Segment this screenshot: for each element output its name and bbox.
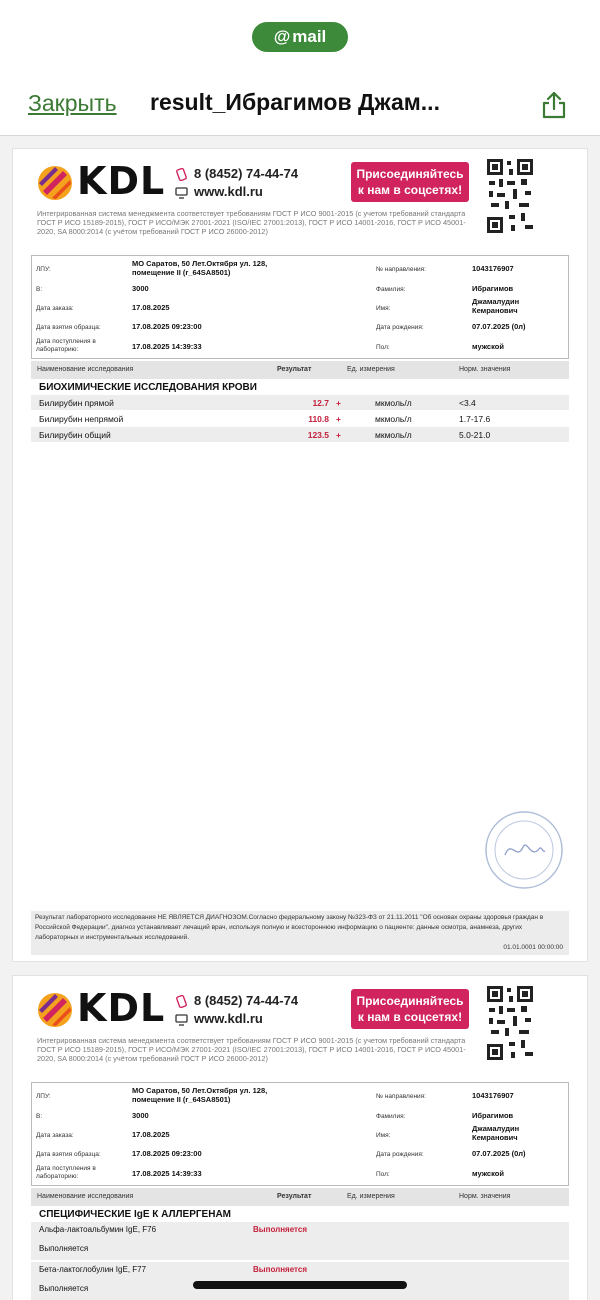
kdl-logo bbox=[37, 159, 167, 203]
contacts bbox=[175, 992, 298, 1028]
logo-text: KDL bbox=[77, 159, 166, 203]
social-badge[interactable] bbox=[351, 162, 469, 202]
surname-label: Фамилия: bbox=[376, 286, 406, 293]
v-value: 3000 bbox=[132, 284, 149, 293]
lab-date-label: Дата поступления в лабораторию: bbox=[36, 338, 96, 353]
lab-date-label: Дата поступления в лабораторию: bbox=[36, 1165, 96, 1180]
row-norm: <3.4 bbox=[459, 398, 476, 408]
name-label: Имя: bbox=[376, 1132, 391, 1139]
row-result: 123.5 bbox=[307, 430, 329, 440]
disclaimer-box bbox=[31, 911, 569, 955]
disclaimer-text: Результат лабораторного исследования НЕ ЯВЛЯЕТСЯ ДИАГНОЗОМ.Согласно федеральному закону №323-ФЗ от 21.11.2011 "Об основах охраны здоровья граждан в Российской Федерации", диагноз устанавливает лечащий врач, используя полную и всестороннюю информацию о пациенте: данные осмотра, анамнеза, других лабораторных и инструментальных исследований. bbox=[35, 914, 544, 941]
contacts bbox=[175, 165, 298, 201]
sex-label: Пол: bbox=[376, 1171, 390, 1178]
name-label: Имя: bbox=[376, 305, 391, 312]
lab-stamp-seal bbox=[483, 809, 565, 891]
phone-icon bbox=[175, 995, 188, 1008]
share-icon[interactable] bbox=[540, 90, 568, 120]
order-date-label: Дата заказа: bbox=[36, 305, 74, 312]
social-badge[interactable] bbox=[351, 989, 469, 1029]
referral-label: № направления: bbox=[376, 266, 426, 273]
phone-number[interactable]: 8 (8452) 74-44-74 bbox=[194, 993, 299, 1008]
certification-text: Интегрированная система менеджмента соответствует требованиям ГОСТ Р ИСО 9001-2015 (с учетом требований стандарта ГОСТ Р ИСО 15189-2015), ГОСТ Р ИСО/МЭК 27001-2021 (ISO/IEC 27001:2013), ГОСТ Р ИСО 14001-2016, ГОСТ Р ИСО 45001-2020, SA 8000:2014 (с учётом требований ГОСТ Р ИСО 26000-2012) bbox=[37, 209, 466, 236]
row-unit: мкмоль/л bbox=[375, 414, 412, 424]
dob-label: Дата рождения: bbox=[376, 1151, 424, 1158]
row-name: Бета-лактоглобулин IgE, F77 bbox=[39, 1265, 147, 1274]
row-result: 12.7 bbox=[312, 398, 329, 408]
order-date-label: Дата заказа: bbox=[36, 1132, 74, 1139]
lpu-value: МО Саратов, 50 Лет.Октября ул. 128, помещение II (r_64SA8501) bbox=[132, 1086, 268, 1104]
referral-label: № направления: bbox=[376, 1093, 426, 1100]
lpu-label: ЛПУ: bbox=[36, 1093, 51, 1100]
header-result: Результат bbox=[277, 1193, 312, 1200]
lpu-label: ЛПУ: bbox=[36, 266, 51, 273]
name-value: Джамалудин Кемранович bbox=[472, 297, 520, 315]
qr-code bbox=[485, 984, 535, 1062]
monitor-icon bbox=[175, 186, 188, 199]
table-row bbox=[31, 411, 569, 426]
patient-info-box bbox=[31, 1082, 569, 1186]
sex-label: Пол: bbox=[376, 344, 390, 351]
dob-value: 07.07.2025 (0л) bbox=[472, 1149, 526, 1158]
row-name: Билирубин прямой bbox=[39, 398, 114, 408]
sex-value: мужской bbox=[472, 342, 504, 351]
results-table-header bbox=[31, 1188, 569, 1206]
social-line-1: Присоединяйтесь bbox=[356, 994, 464, 1008]
sample-date-value: 17.08.2025 09:23:00 bbox=[132, 1149, 202, 1158]
referral-value: 1043176907 bbox=[472, 264, 514, 273]
table-row bbox=[31, 1222, 569, 1260]
section-allergens-title: СПЕЦИФИЧЕСКИЕ IgE К АЛЛЕРГЕНАМ bbox=[39, 1209, 231, 1220]
social-line-2: к нам в соцсетях! bbox=[357, 183, 463, 197]
dob-value: 07.07.2025 (0л) bbox=[472, 322, 526, 331]
kdl-logo bbox=[37, 986, 167, 1030]
phone-icon bbox=[175, 168, 188, 181]
sample-date-label: Дата взятия образца: bbox=[36, 1151, 101, 1158]
row-flag: + bbox=[336, 398, 341, 408]
report-page-1 bbox=[12, 148, 588, 962]
header-unit: Ед. измерения bbox=[347, 1193, 395, 1200]
at-icon: @ bbox=[273, 27, 291, 46]
header-name: Наименование исследования bbox=[37, 1193, 134, 1200]
website-link[interactable]: www.kdl.ru bbox=[194, 184, 263, 199]
surname-label: Фамилия: bbox=[376, 1113, 406, 1120]
v-value: 3000 bbox=[132, 1111, 149, 1120]
results-table-header bbox=[31, 361, 569, 379]
row-unit: мкмоль/л bbox=[375, 398, 412, 408]
lab-date-value: 17.08.2025 14:39:33 bbox=[132, 342, 202, 351]
row-name: Билирубин непрямой bbox=[39, 414, 124, 424]
monitor-icon bbox=[175, 1013, 188, 1026]
header-name: Наименование исследования bbox=[37, 366, 134, 373]
row-norm: 5.0-21.0 bbox=[459, 430, 491, 440]
order-date-value: 17.08.2025 bbox=[132, 1130, 170, 1139]
order-date-value: 17.08.2025 bbox=[132, 303, 170, 312]
row-result: 110.8 bbox=[308, 414, 329, 424]
row-name: Билирубин общий bbox=[39, 430, 111, 440]
name-value: Джамалудин Кемранович bbox=[472, 1124, 520, 1142]
certification-text: Интегрированная система менеджмента соответствует требованиям ГОСТ Р ИСО 9001-2015 (с учетом требований стандарта ГОСТ Р ИСО 15189-2015), ГОСТ Р ИСО/МЭК 27001-2021 (ISO/IEC 27001:2013), ГОСТ Р ИСО 14001-2016, ГОСТ Р ИСО 45001-2020, SA 8000:2014 (с учётом требований ГОСТ Р ИСО 26000-2012) bbox=[37, 1036, 466, 1063]
sample-date-label: Дата взятия образца: bbox=[36, 324, 101, 331]
row-flag: + bbox=[336, 430, 341, 440]
qr-code bbox=[485, 157, 535, 235]
row-status: Выполняется bbox=[253, 1265, 307, 1274]
website-link[interactable]: www.kdl.ru bbox=[194, 1011, 263, 1026]
mail-label: mail bbox=[292, 27, 327, 46]
row-status: Выполняется bbox=[253, 1225, 307, 1234]
social-line-2: к нам в соцсетях! bbox=[357, 1010, 463, 1024]
row-flag: + bbox=[336, 414, 341, 424]
row-note: Выполняется bbox=[39, 1284, 89, 1293]
patient-info-box bbox=[31, 255, 569, 359]
header-unit: Ед. измерения bbox=[347, 366, 395, 373]
mail-app-badge[interactable] bbox=[252, 22, 348, 52]
social-line-1: Присоединяйтесь bbox=[356, 167, 464, 181]
table-row bbox=[31, 427, 569, 442]
table-row bbox=[31, 395, 569, 410]
kdl-emblem-icon bbox=[37, 165, 73, 201]
row-name: Альфа-лактоальбумин IgE, F76 bbox=[39, 1225, 157, 1234]
file-title: result_Ибрагимов Джам... bbox=[150, 89, 440, 115]
referral-value: 1043176907 bbox=[472, 1091, 514, 1100]
report-page-2 bbox=[12, 975, 588, 1300]
top-bar bbox=[0, 0, 600, 136]
logo-text: KDL bbox=[77, 986, 166, 1030]
close-button[interactable]: Закрыть bbox=[28, 90, 117, 116]
v-label: В: bbox=[36, 1113, 43, 1120]
surname-value: Ибрагимов bbox=[472, 1111, 514, 1120]
header-result: Результат bbox=[277, 366, 312, 373]
header-norm: Норм. значения bbox=[459, 1193, 511, 1200]
sample-date-value: 17.08.2025 09:23:00 bbox=[132, 322, 202, 331]
phone-number[interactable]: 8 (8452) 74-44-74 bbox=[194, 166, 299, 181]
kdl-emblem-icon bbox=[37, 992, 73, 1028]
footer-code: 01.01.0001 00:00:00 bbox=[503, 944, 563, 951]
v-label: В: bbox=[36, 286, 43, 293]
row-note: Выполняется bbox=[39, 1244, 89, 1253]
section-biochemistry-title: БИОХИМИЧЕСКИЕ ИССЛЕДОВАНИЯ КРОВИ bbox=[39, 382, 257, 393]
lpu-value: МО Саратов, 50 Лет.Октября ул. 128, помещение II (r_64SA8501) bbox=[132, 259, 268, 277]
row-norm: 1.7-17.6 bbox=[459, 414, 491, 424]
row-unit: мкмоль/л bbox=[375, 430, 412, 440]
lab-date-value: 17.08.2025 14:39:33 bbox=[132, 1169, 202, 1178]
home-indicator[interactable] bbox=[193, 1281, 407, 1289]
header-norm: Норм. значения bbox=[459, 366, 511, 373]
sex-value: мужской bbox=[472, 1169, 504, 1178]
dob-label: Дата рождения: bbox=[376, 324, 424, 331]
surname-value: Ибрагимов bbox=[472, 284, 514, 293]
